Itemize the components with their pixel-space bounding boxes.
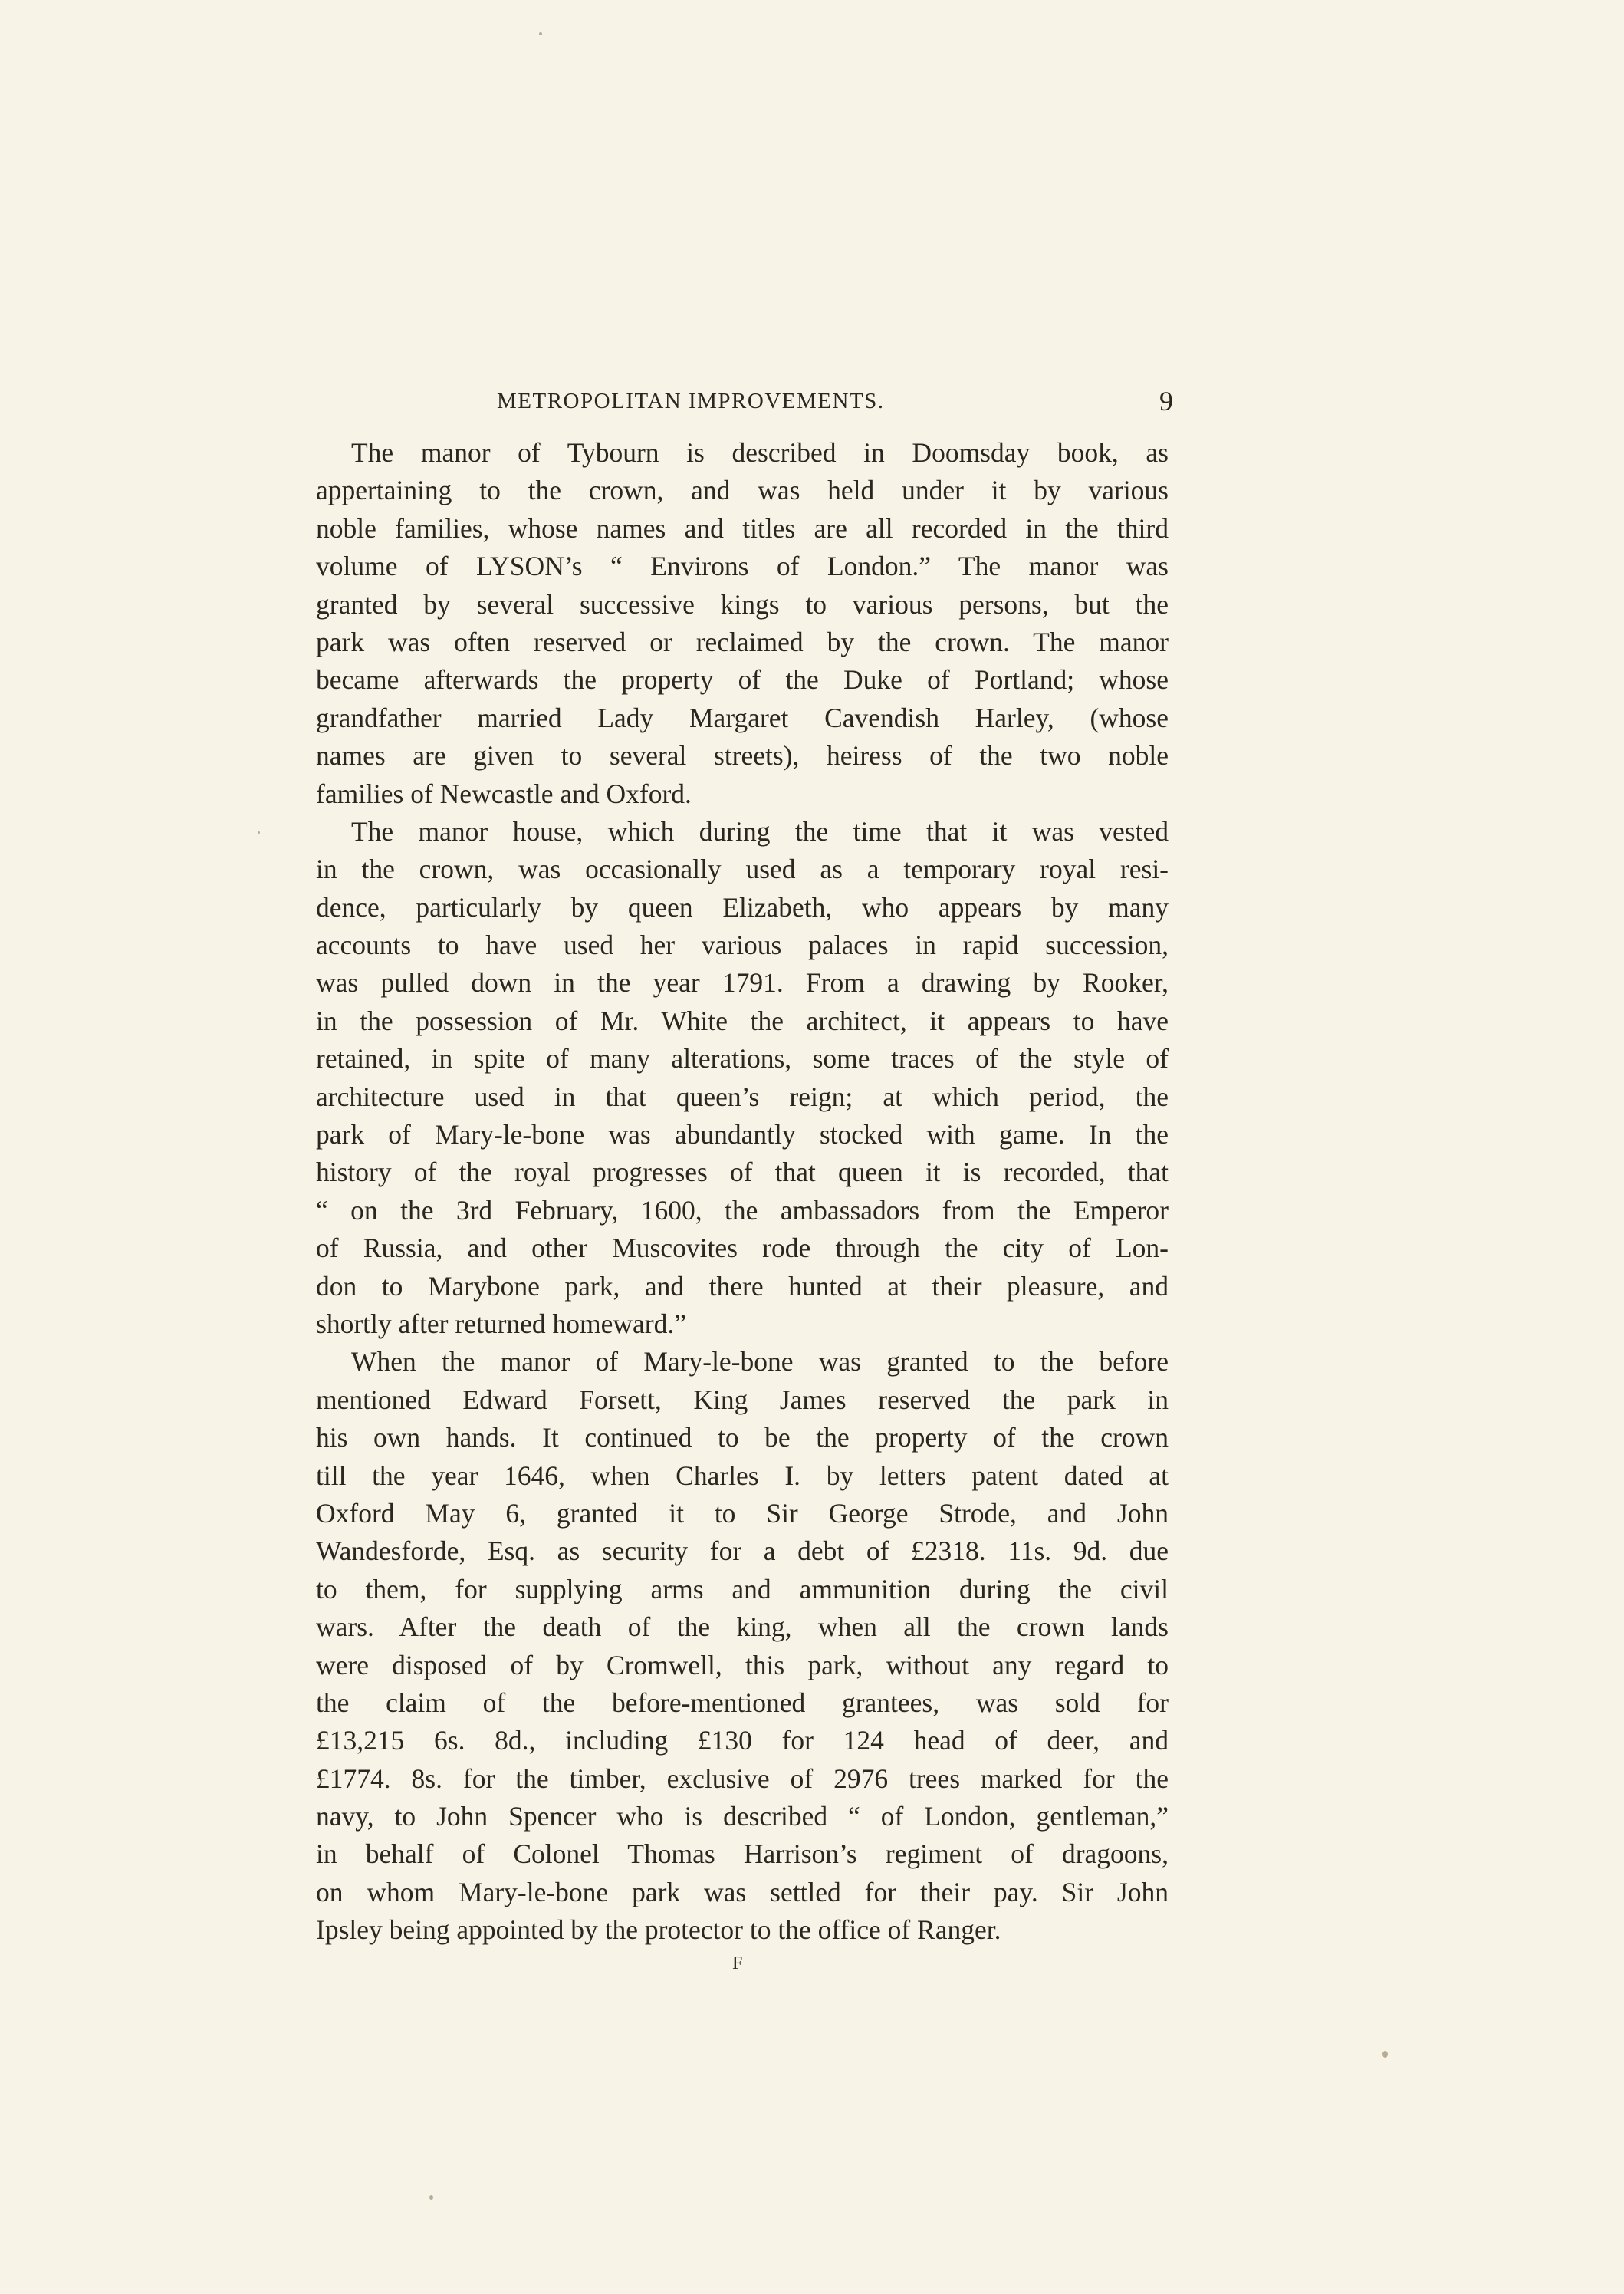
text-line: his own hands. It continued to be the property of the crown: [316, 1422, 1169, 1453]
text-line: When the manor of Mary-le-bone was granted to the before: [351, 1346, 1169, 1377]
paper-speck: [539, 32, 542, 35]
text-line: in behalf of Colonel Thomas Harrison’s regiment of dragoons,: [316, 1838, 1169, 1870]
text-line: appertaining to the crown, and was held under it by various: [316, 475, 1169, 506]
text-line: was pulled down in the year 1791. From a drawing by Rooker,: [316, 967, 1169, 999]
page-number: 9: [1159, 386, 1173, 416]
paper-speck: [429, 2195, 433, 2200]
text-line: architecture used in that queen’s reign; at which period, the: [316, 1081, 1169, 1112]
text-line: wars. After the death of the king, when all the crown lands: [316, 1611, 1169, 1643]
text-line: don to Marybone park, and there hunted at their pleasure, and: [316, 1270, 1169, 1302]
running-title: METROPOLITAN IMPROVEMENTS.: [497, 389, 885, 413]
text-line: were disposed of by Cromwell, this park, without any regard to: [316, 1649, 1169, 1680]
body-text: [316, 434, 1169, 1950]
text-line: till the year 1646, when Charles I. by letters patent dated at: [316, 1460, 1169, 1491]
paragraph-manor-house: [316, 813, 1169, 1343]
text-line: navy, to John Spencer who is described “ of London, gentleman,”: [316, 1801, 1169, 1832]
text-line: £1774. 8s. for the timber, exclusive of 2976 trees marked for the: [316, 1762, 1169, 1794]
text-line: families of Newcastle and Oxford.: [316, 778, 692, 809]
text-line: £13,215 6s. 8d., including £130 for 124 head of deer, and: [316, 1725, 1169, 1756]
text-line: Wandesforde, Esq. as security for a debt of £2318. 11s. 9d. due: [316, 1535, 1169, 1567]
text-line: to them, for supplying arms and ammunition during the civil: [316, 1573, 1169, 1604]
text-line: The manor house, which during the time that it was vested: [351, 815, 1169, 847]
page-header: [316, 381, 1173, 421]
text-line: Oxford May 6, granted it to Sir George Strode, and John: [316, 1497, 1169, 1529]
paper-speck: [1382, 2051, 1388, 2058]
text-line: grandfather married Lady Margaret Cavendish Harley, (whose: [316, 702, 1169, 733]
text-line: noble families, whose names and titles are all recorded in the third: [316, 512, 1169, 544]
text-line: in the crown, was occasionally used as a temporary royal resi-: [316, 854, 1169, 885]
text-line: accounts to have used her various palaces in rapid succession,: [316, 930, 1169, 961]
text-line: park of Mary-le-bone was abundantly stocked with game. In the: [316, 1119, 1169, 1150]
text-line: granted by several successive kings to various persons, but the: [316, 588, 1169, 620]
text-line: history of the royal progresses of that queen it is recorded, that: [316, 1157, 1169, 1188]
paragraph-tybourn-manor: [316, 434, 1169, 813]
text-line: names are given to several streets), heiress of the two noble: [316, 740, 1169, 772]
text-line: of Russia, and other Muscovites rode through the city of Lon-: [316, 1233, 1169, 1264]
text-line: became afterwards the property of the Duke of Portland; whose: [316, 664, 1169, 696]
paragraph-mary-le-bone-park: [316, 1343, 1169, 1949]
text-line: retained, in spite of many alterations, some traces of the style of: [316, 1043, 1169, 1075]
text-line: on whom Mary-le-bone park was settled for their pay. Sir John: [316, 1876, 1169, 1907]
text-line: the claim of the before-mentioned grantees, was sold for: [316, 1687, 1169, 1718]
text-line: dence, particularly by queen Elizabeth, who appears by many: [316, 891, 1169, 923]
text-line: park was often reserved or reclaimed by the crown. The manor: [316, 626, 1169, 657]
paper-speck: [258, 831, 260, 834]
text-line: The manor of Tybourn is described in Doomsday book, as: [351, 437, 1169, 468]
text-line: Ipsley being appointed by the protector to the office of Ranger.: [316, 1914, 1001, 1946]
text-line: mentioned Edward Forsett, King James reserved the park in: [316, 1384, 1169, 1415]
signature-mark: F: [732, 1953, 744, 1973]
text-line: “ on the 3rd February, 1600, the ambassadors from the Emperor: [316, 1194, 1169, 1226]
text-line: in the possession of Mr. White the architect, it appears to have: [316, 1005, 1169, 1036]
text-line: shortly after returned homeward.”: [316, 1308, 686, 1339]
text-line: volume of LYSON’s “ Environs of London.” The manor was: [316, 551, 1169, 582]
